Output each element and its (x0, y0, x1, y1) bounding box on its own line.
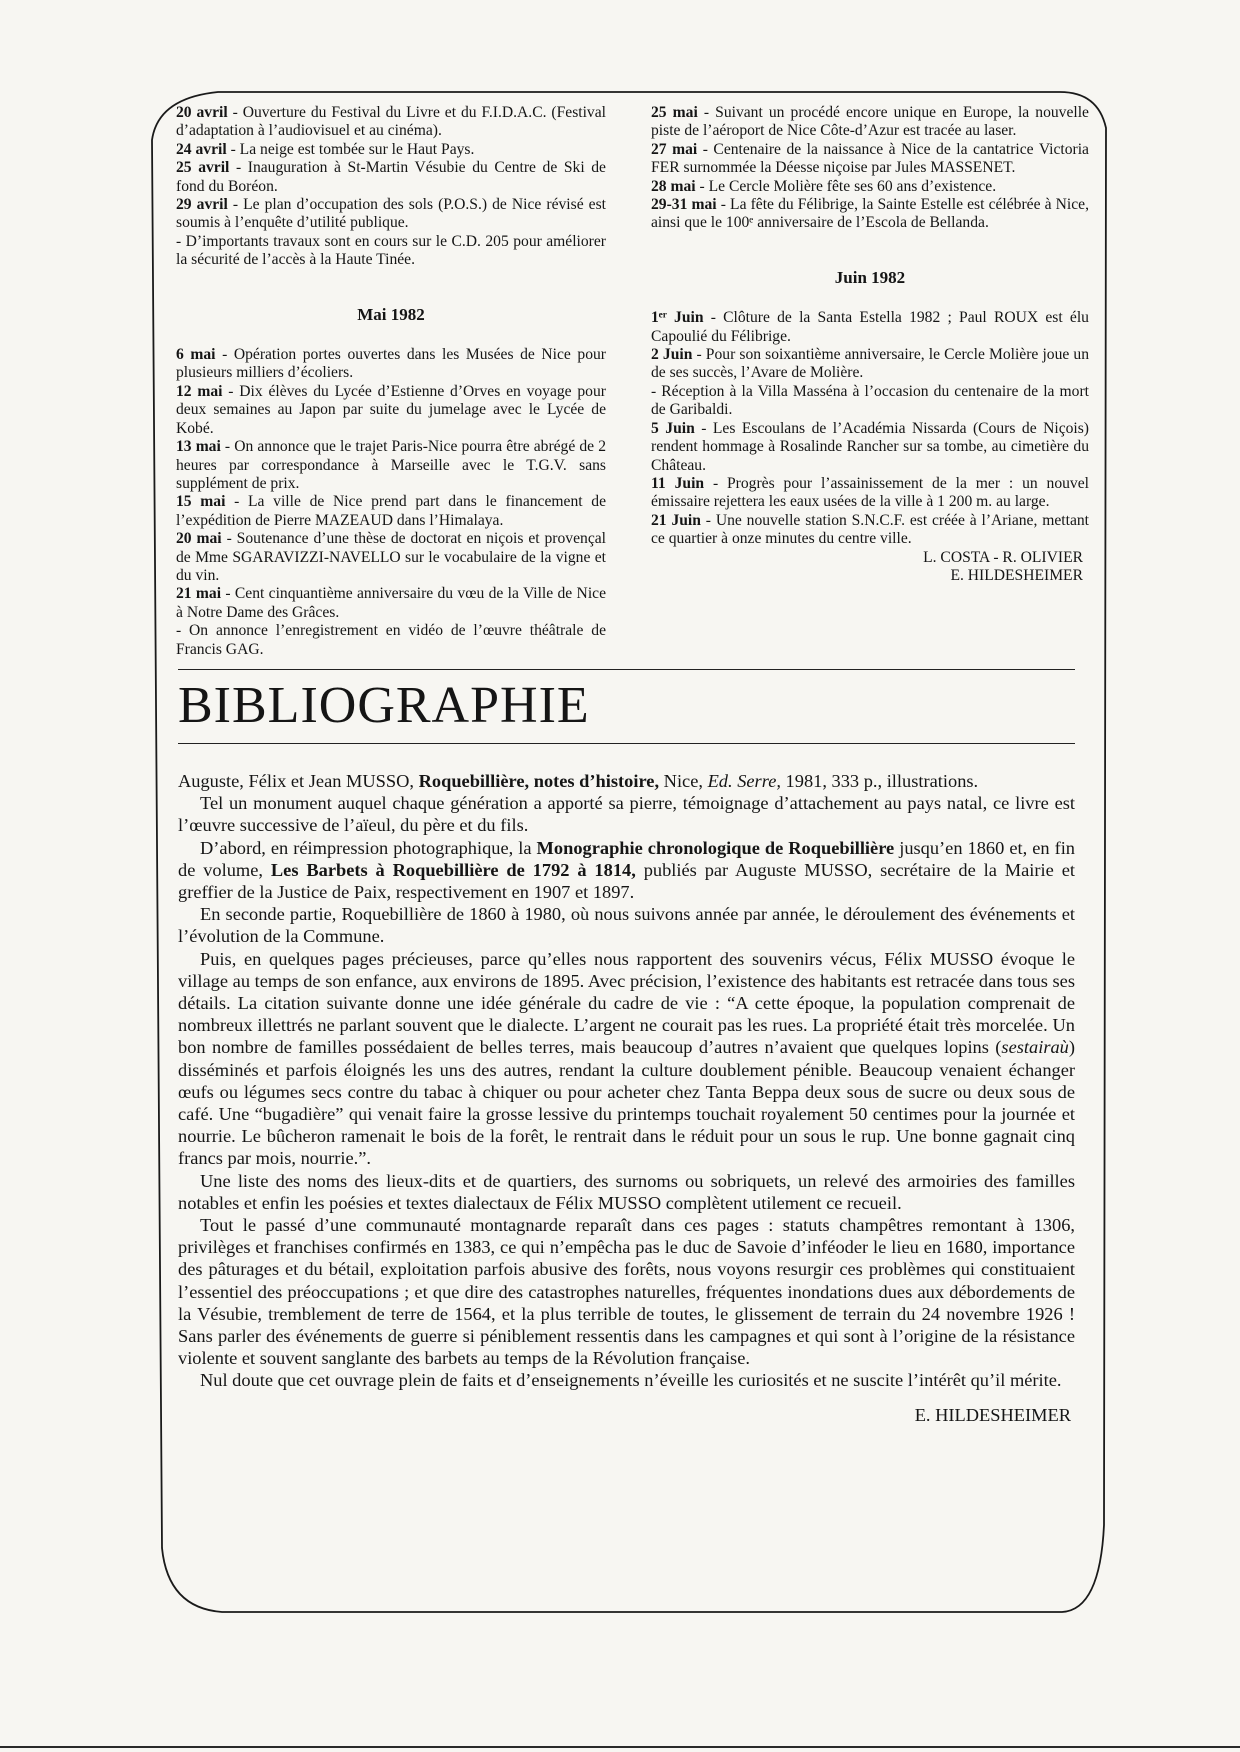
chronology-entry: - On annonce l’enregistrement en vidéo de l’œuvre théâtrale de Francis GAG. (176, 622, 606, 658)
chronology-entry: 20 avril - Ouverture du Festival du Livre et du F.I.D.A.C. (Festival d’adaptation à l’audiovisuel et au cinéma). (176, 104, 606, 140)
chronology-signature: E. HILDESHEIMER (950, 566, 1083, 584)
chronology-entry: 12 mai - Dix élèves du Lycée d’Estienne d’Orves en voyage pour deux semaines au Japon par suite du jumelage avec le Lycée de Kobé. (176, 382, 606, 437)
page-bottom-edge (0, 1746, 1240, 1748)
april-entries (176, 104, 606, 270)
section-title: BIBLIOGRAPHIE (178, 677, 590, 734)
bibliography-body (178, 770, 1075, 1426)
chronology-entry: 1ᵉʳ Juin - Clôture de la Santa Estella 1982 ; Paul ROUX est élu Capoulié du Félibrige. (651, 309, 1089, 345)
book-reference: Auguste, Félix et Jean MUSSO, Roquebillière, notes d’histoire, Nice, Ed. Serre, 1981, 333 p., illustrations. (178, 771, 979, 791)
chronology-signature: L. COSTA - R. OLIVIER (923, 548, 1083, 566)
chronology-entry: 13 mai - On annonce que le trajet Paris-Nice pourra être abrégé de 2 heures par correspondance à Marseille avec le T.G.V. sans supplément de prix. (176, 438, 606, 492)
chronology-entry: 5 Juin - Les Escoulans de l’Académia Nissarda (Cours de Niçois) rendent hommage à Rosalinde Rancher sur sa tombe, au cimetière du Château. (651, 419, 1090, 474)
chronology-left-column (176, 104, 606, 659)
chronology-entry: 15 mai - La ville de Nice prend part dans le financement de l’expédition de Pierre MAZEAUD dans l’Himalaya. (176, 493, 606, 529)
chronology-entry: 21 mai - Cent cinquantième anniversaire du vœu de la Ville de Nice à Notre Dame des Grâces. (176, 585, 606, 621)
chronology-entry: 20 mai - Soutenance d’une thèse de doctorat en niçois et provençal de Mme SGARAVIZZI-NAVELLO sur le vocabulaire de la vigne et du vin. (176, 530, 606, 584)
month-heading-mai: Mai 1982 (357, 304, 425, 324)
chronology-entry: 25 mai - Suivant un procédé encore unique en Europe, la nouvelle piste de l’aéroport de Nice Côte-d’Azur est tracée au laser. (651, 104, 1089, 140)
book-title: Roquebillière, notes d’histoire, (418, 771, 660, 791)
june-entries (651, 309, 1089, 548)
month-heading-juin: Juin 1982 (834, 267, 906, 287)
review-paragraph: En seconde partie, Roquebillière de 1860 à 1980, où nous suivons année par année, le déroulement des événements et l’évolution de la Commune. (178, 904, 1075, 947)
review-paragraph: Tel un monument auquel chaque génération a apporté sa pierre, témoignage d’attachement au pays natal, ce livre est l’œuvre successive de l’aïeul, du père et du fils. (178, 793, 1075, 836)
review-paragraph: D’abord, en réimpression photographique, la Monographie chronologique de Roquebillière jusqu’en 1860 et, en fin de volume, Les Barbets à Roquebillière de 1792 à 1814, publiés par Auguste MUSSO, secrétaire de la Mairie et greffier de la Justice de Paix, respectivement en 1907 et 1897. (178, 837, 1075, 903)
chronology-entry: 2 Juin - Pour son soixantième anniversaire, le Cercle Molière joue un de ses succès, l’Avare de Molière. (651, 346, 1089, 382)
late-may-entries (651, 104, 1089, 233)
chronology-entry: - Réception à la Villa Masséna à l’occasion du centenaire de la mort de Garibaldi. (651, 382, 1089, 419)
section-divider (178, 669, 1075, 670)
reviewer-signature: E. HILDESHEIMER (914, 1404, 1071, 1425)
chronology-entry: - D’importants travaux sont en cours sur le C.D. 205 pour améliorer la sécurité de l’accès à la Haute Tinée. (176, 232, 606, 269)
chronology-right-column (651, 104, 1089, 585)
chronology-entry: 29-31 mai - La fête du Félibrige, la Sainte Estelle est célébrée à Nice, ainsi que le 100ᵉ anniversaire de l’Escola de Bellanda. (651, 196, 1089, 232)
chronology-entry: 25 avril - Inauguration à St-Martin Vésubie du Centre de Ski de fond du Boréon. (176, 159, 606, 195)
chronology-entry: 29 avril - Le plan d’occupation des sols (P.O.S.) de Nice révisé est soumis à l’enquête d’utilité publique. (176, 196, 606, 232)
chronology-entry: 6 mai - Opération portes ouvertes dans les Musées de Nice pour plusieurs milliers d’écoliers. (176, 346, 606, 382)
chronology-entry: 21 Juin - Une nouvelle station S.N.C.F. est créée à l’Ariane, mettant ce quartier à onze minutes du centre ville. (651, 511, 1089, 548)
chronology-entry: 24 avril - La neige est tombée sur le Haut Pays. (176, 140, 475, 158)
review-paragraph: Tout le passé d’une communauté montagnarde reparaît dans ces pages : statuts champêtres remontant à 1306, privilèges et franchises confirmés en 1383, ce qui n’empêcha pas le duc de Savoie d’inféoder le lieu en 1680, importance des pâturages et du bétail, exploitation parfois abusive des forêts, nous voyons resurgir ces problèmes qui constituaient l’essentiel des préoccupations ; et que dire des catastrophes naturelles, fréquentes inondations dues aux débordements de la Vésubie, tremblement de terre de 1564, et la plus terrible de toutes, le glissement de terrain du 24 novembre 1926 ! Sans parler des événements de guerre si péniblement ressentis dans les campagnes et qui sont à l’origine de la résistance violente et souvent sanglante des barbets au temps de la Révolution française. (178, 1215, 1075, 1369)
publisher: Ed. Serre, (707, 771, 781, 791)
may-entries (176, 346, 606, 659)
chronology-entry: 27 mai - Centenaire de la naissance à Nice de la cantatrice Victoria FER surnommée la Déesse niçoise par Jules MASSENET. (651, 140, 1089, 177)
chronology-entry: 11 Juin - Progrès pour l’assainissement de la mer : un nouvel émissaire rejettera les eaux usées de la ville à 1 200 m. au large. (651, 474, 1089, 511)
review-paragraph: Nul doute que cet ouvrage plein de faits et d’enseignements n’éveille les curiosités et ne suscite l’intérêt qu’il mérite. (200, 1370, 1062, 1391)
chronology-entry: 28 mai - Le Cercle Molière fête ses 60 ans d’existence. (651, 177, 997, 195)
review-paragraph: Une liste des noms des lieux-dits et de quartiers, des surnoms ou sobriquets, un relevé des armoiries des familles notables et enfin les poésies et textes dialectaux de Félix MUSSO complètent utilement ce recueil. (178, 1170, 1075, 1213)
section-divider (178, 743, 1075, 744)
review-paragraph: Puis, en quelques pages précieuses, parce qu’elles nous rapportent des souvenirs vécus, Félix MUSSO évoque le village au temps de son enfance, aux environs de 1895. Avec précision, l’existence des habitants est retracée dans tous ses détails. La citation suivante donne une idée générale du cadre de vie : “A cette époque, la population comprenait de nombreux illettrés ne parlant souvent que le dialecte. L’argent ne courait pas les rues. La propriété était très morcelée. Un bon nombre de familles possédaient de belles terres, mais beaucoup d’autres n’avaient que quelques lopins (sestairaù) disséminés et parfois éloignés les uns des autres, rendant la culture doublement pénible. Beaucoup venaient échanger œufs ou légumes secs contre du tabac à chiquer ou pour acheter chez Tanta Beppa deux sous de sucre ou deux sous de café. Une “bugadière” qui venait faire la grosse lessive du printemps touchait royalement 50 centimes pour la journée et nourrie. Le bûcheron ramenait le bois de la forêt, le rentrait dans le réduit pour un sous le rup. Une bonne gagnait cinq francs par mois, nourrie.”. (178, 948, 1075, 1169)
